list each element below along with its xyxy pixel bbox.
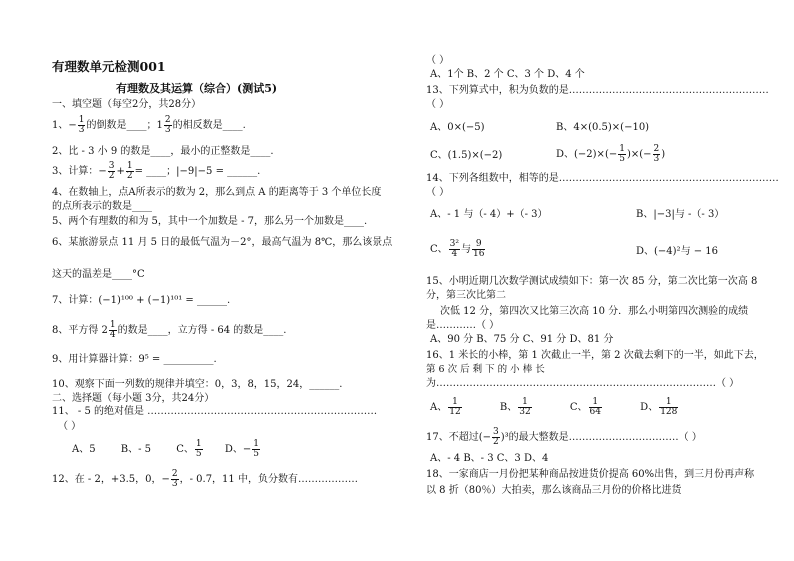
- question-4-line1: 4、在数轴上，点A所表示的数为 2，那么到点 A 的距离等于 3 个单位长度: [52, 187, 382, 198]
- fraction: $\frac{1}{12}$: [449, 397, 461, 417]
- question-10: 10、观察下面一列数的规律并填空：0，3，8，15，24，______.: [52, 379, 343, 390]
- question-14: 14、下列各组数中，相等的是…………………………………………………………: [426, 173, 779, 184]
- question-9: 9、用计算器计算：9⁵ = __________.: [52, 354, 217, 365]
- question-14-option-a: A、- 1 与（- 4）+（- 3）: [430, 209, 548, 220]
- fraction: $\frac{1}{5}$: [195, 439, 202, 459]
- fraction: $\frac{1}{64}$: [589, 397, 601, 417]
- question-4-line2: 的点所表示的数是____: [52, 201, 152, 212]
- question-13-option-a: A、0×(−5): [430, 122, 485, 133]
- question-16-line3: 为…………………………………………………………………………（ ）: [426, 378, 740, 389]
- question-6-line1: 6、某旅游景点 11 月 5 日的最低气温为－2°，最高气温为 8℃，那么该景点: [52, 237, 393, 248]
- fraction: $\frac{2}{3}$: [164, 115, 171, 135]
- section-choice: 二、选择题（每小题 3分，共24分）: [52, 393, 215, 404]
- question-6-line2: 这天的温差是____°C: [52, 269, 145, 280]
- question-17-options: A、- 4 B、- 3 C、3 D、4: [430, 453, 549, 464]
- question-18-line1: 18、一家商店一月份把某种商品按进货价提高 60%出售，到三月份再声称: [426, 469, 755, 480]
- question-14-option-b: B、|−3|与 -（- 3）: [636, 209, 725, 220]
- section-fill-blank: 一、填空题（每空2分，共28分）: [52, 99, 202, 110]
- question-15-line2: 分，第三次比第二: [426, 290, 506, 301]
- question-5: 5、两个有理数的和为 5，其中一个加数是 - 7，那么另一个加数是____.: [52, 216, 368, 227]
- fraction: $\frac{2}{3}$: [171, 469, 178, 489]
- fraction: $\frac{1}{5}$: [253, 439, 259, 459]
- question-11-options: A、5 B、- 5 C、 $\frac{1}{5}$ D、− $\frac{1}{5}$: [72, 439, 259, 459]
- answer-paren: （ ）: [58, 421, 82, 432]
- question-15-line1: 15、小明近期几次数学测试成绩如下：第一次 85 分，第二次比第一次高 8: [426, 276, 758, 287]
- answer-paren: （ ）: [426, 55, 450, 66]
- question-13-option-b: B、4×(0.5)×(−10): [556, 122, 650, 133]
- question-18-line2: 以 8 折（80％）大拍卖，那么该商品三月份的价格比进货: [426, 485, 682, 496]
- question-14-option-c: C、 $\frac{\text{3²}}{4}$ 与 $\frac{9}{16}$: [430, 239, 485, 259]
- question-14-option-d: D、(−4)²与 − 16: [636, 246, 719, 257]
- question-8: 8、平方得 2 $\frac{1}{4}$ 的数是____，立方得 - 64 的数是____.: [52, 320, 287, 340]
- question-15-line3: 次低 12 分，第四次又比第三次高 10 分．那么小明第四次测验的成绩: [440, 306, 749, 317]
- question-2: 2、比 - 3 小 9 的数是____，最小的正整数是____.: [52, 146, 274, 157]
- exam-title: 有理数单元检测001: [52, 59, 166, 74]
- question-13-option-c: C、(1.5)×(−2): [430, 150, 503, 161]
- fraction: $\frac{3}{2}$: [493, 427, 499, 447]
- fraction: $\frac{1}{2}$: [126, 161, 133, 181]
- fraction: $\frac{\text{3²}}{4}$: [449, 239, 459, 259]
- question-12: 12、在 - 2，+3.5，0，− $\frac{2}{3}$ ，- 0.7，11 中，负分数有………………: [52, 469, 358, 489]
- question-17: 17、不超过(− $\frac{3}{2}$ )³的最大整数是……………………………（ ）: [426, 427, 702, 447]
- fraction: $\frac{2}{3}$: [653, 144, 660, 164]
- answer-paren: （ ）: [426, 99, 450, 110]
- fraction: $\frac{1}{3}$: [78, 115, 85, 135]
- answer-paren: （ ）: [426, 187, 450, 198]
- question-13-option-d: D、(−2)×(− $\frac{1}{5}$ )×(− $\frac{2}{3}$ ): [556, 144, 666, 164]
- question-15-line4: 是…………（ ）: [426, 320, 500, 331]
- question-12-options: A、1个 B、2 个 C、3 个 D、4 个: [430, 69, 585, 80]
- exam-subtitle: 有理数及其运算（综合）(测试5): [116, 82, 278, 95]
- question-1: 1、− $\frac{1}{3}$ 的倒数是____；1 $\frac{2}{3}$ 的相反数是____.: [52, 115, 246, 135]
- fraction: $\frac{1}{32}$: [519, 397, 531, 417]
- fraction: $\frac{3}{2}$: [108, 161, 115, 181]
- fraction: $\frac{9}{16}$: [473, 239, 485, 259]
- question-11: 11、 - 5 的绝对值是 ……………………………………………………………: [52, 406, 378, 417]
- question-13: 13、下列算式中，积为负数的是……………………………………………………: [426, 85, 769, 96]
- fraction: $\frac{1}{4}$: [109, 320, 116, 340]
- question-3: 3、计算：− $\frac{3}{2}$ + $\frac{1}{2}$ = ____；|−9|−5 = ______.: [52, 161, 261, 181]
- fraction: $\frac{1}{128}$: [660, 397, 678, 417]
- fraction: $\frac{1}{5}$: [619, 144, 625, 164]
- question-16-options: A、 $\frac{1}{12}$ B、 $\frac{1}{32}$ C、 $\frac{1}{64}$ D、 $\frac{1}{128}$: [430, 397, 678, 417]
- question-7: 7、计算：(−1)¹⁰⁰ + (−1)¹⁰¹ = ______.: [52, 295, 231, 306]
- question-15-options: A、90 分 B、75 分 C、91 分 D、81 分: [430, 334, 614, 345]
- question-16-line2: 第 6 次 后 剩 下 的 小 棒 长: [426, 364, 545, 375]
- question-16-line1: 16、1 米长的小棒，第 1 次截止一半，第 2 次截去剩下的一半，如此下去，: [426, 350, 764, 361]
